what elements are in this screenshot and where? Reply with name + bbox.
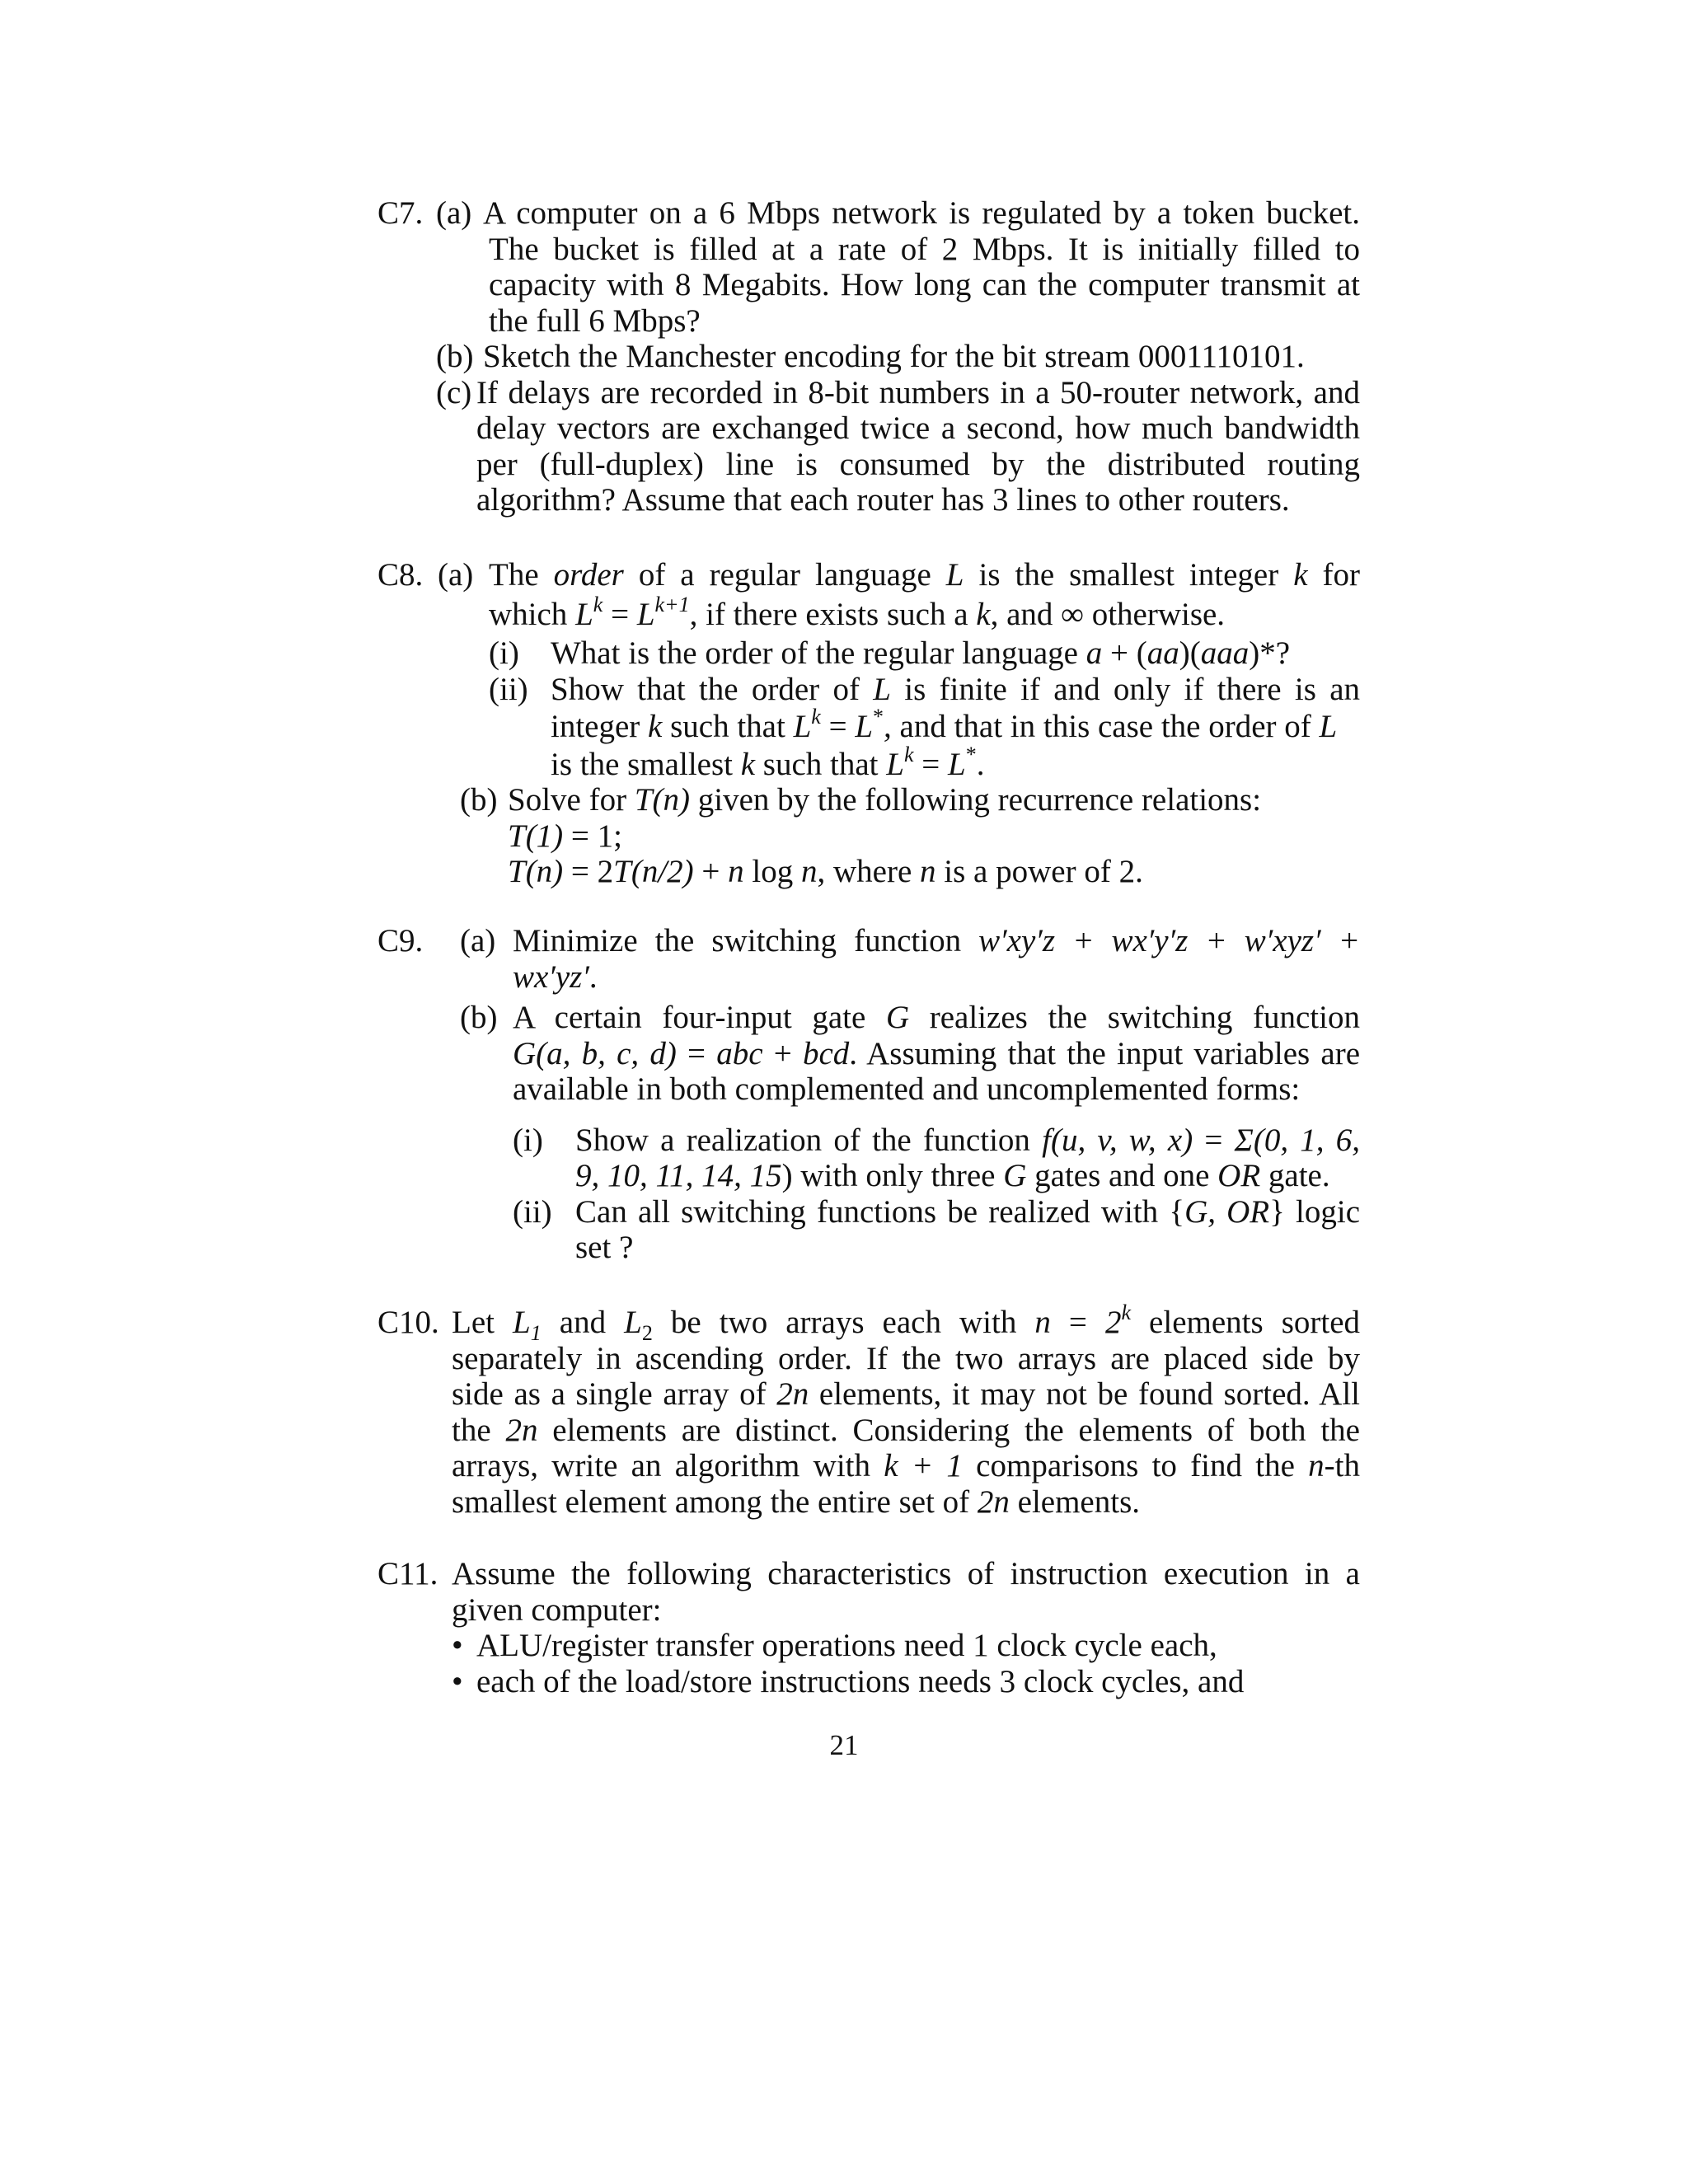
- text-line: available in both complemented and uncomplemented forms:: [513, 1071, 1301, 1107]
- subpart-label: (i): [489, 635, 519, 671]
- question-c8: [377, 557, 1360, 890]
- c7-part-a-line1: [377, 195, 1360, 232]
- text-line: What is the order of the regular language a + (aa)(aaa)*?: [551, 635, 1291, 671]
- question-c10: [377, 1301, 1361, 1520]
- bullet-item: • each of the load/store instructions needs 3 clock cycles, and: [452, 1663, 1245, 1699]
- subpart-label: (ii): [489, 671, 528, 707]
- text-line: 9, 10, 11, 14, 15) with only three G gates and one OR gate.: [575, 1158, 1330, 1193]
- c8-part-b: [377, 782, 1360, 890]
- c8-part-a-i: [377, 635, 1360, 672]
- text-line: T(1) = 1;: [508, 818, 623, 854]
- text-line: The bucket is filled at a rate of 2 Mbps. It is initially filled to: [489, 231, 1360, 267]
- bullet-item: • ALU/register transfer operations need 1 clock cycle each,: [452, 1628, 1217, 1663]
- text-line: algorithm? Assume that each router has 3 lines to other routers.: [476, 482, 1290, 518]
- text-line: A computer on a 6 Mbps network is regulated by a token bucket.: [483, 195, 1360, 231]
- question-c9: [377, 923, 1360, 1266]
- text-line: delay vectors are exchanged twice a second, how much bandwidth: [476, 410, 1360, 446]
- question-number: C10.: [377, 1305, 439, 1340]
- subpart-label: (ii): [513, 1193, 552, 1230]
- text-line: The order of a regular language L is the smallest integer k for: [489, 557, 1360, 593]
- text-line: per (full-duplex) line is consumed by the distributed routing: [476, 446, 1360, 482]
- text-line: given computer:: [452, 1591, 662, 1628]
- part-label: (a): [438, 557, 474, 593]
- text-line: Minimize the switching function w′xy′z + wx′y′z + w′xyz′ +: [513, 923, 1360, 958]
- c9-part-a: [377, 923, 1360, 995]
- text-line: which $L^k = L^{k+1}$, if there exists such a k, and ∞ otherwise.: [489, 592, 1226, 632]
- text-line: Sketch the Manchester encoding for the bit stream 0001110101.: [483, 339, 1305, 374]
- question-number: C9.: [377, 923, 424, 958]
- text-line: G(a, b, c, d) = abc + bcd. Assuming that the input variables are: [513, 1035, 1361, 1071]
- c10-body: [377, 1301, 1361, 1520]
- part-label: (b): [460, 1000, 498, 1035]
- question-number: C8.: [377, 557, 424, 593]
- c9-part-b-i: [377, 1122, 1360, 1194]
- part-label: (c): [436, 374, 472, 410]
- text-line: Let $L_1$ and $L_2$ be two arrays each with $n = 2^k$ elements sorted: [452, 1301, 1361, 1345]
- c9-part-b: [377, 1000, 1360, 1108]
- c8-part-a-line2: [377, 592, 1360, 633]
- c7-part-c-body: [377, 410, 1360, 518]
- part-label: (a): [436, 195, 472, 231]
- part-label: (a): [460, 923, 496, 958]
- text-line: capacity with 8 Megabits. How long can the computer transmit at: [489, 267, 1360, 302]
- text-line: Show a realization of the function f(u, v, w, x) = Σ(0, 1, 6,: [575, 1122, 1360, 1158]
- part-label: (b): [460, 782, 498, 818]
- text-line: side as a single array of 2n elements, it may not be found sorted. All: [452, 1376, 1360, 1412]
- text-line: smallest element among the entire set of 2n elements.: [452, 1483, 1141, 1520]
- c7-part-a-body: [377, 232, 1360, 340]
- text-line: T(n) = 2T(n/2) + n log n, where n is a power of 2.: [508, 854, 1143, 889]
- c11-body: [377, 1556, 1360, 1699]
- c8-part-a-line1: [377, 557, 1360, 593]
- question-c7: [377, 195, 1360, 518]
- text-line: wx′yz′.: [513, 958, 598, 995]
- text-line: Solve for T(n) given by the following recurrence relations:: [508, 782, 1262, 818]
- question-number: C7.: [377, 195, 424, 231]
- text-line: is the smallest k such that $L^k = L^*$.: [551, 742, 985, 782]
- question-number: C11.: [377, 1556, 438, 1591]
- text-line: If delays are recorded in 8-bit numbers in a 50-router network, and: [476, 374, 1360, 410]
- bullet-icon: •: [452, 1663, 463, 1699]
- text-line: separately in ascending order. If the two arrays are placed side by: [452, 1340, 1360, 1376]
- question-c11: [377, 1556, 1360, 1699]
- bullet-icon: •: [452, 1628, 463, 1663]
- page-number: 21: [829, 1729, 859, 1761]
- text-line: Assume the following characteristics of instruction execution in a: [452, 1556, 1360, 1591]
- text-line: integer k such that $L^k = L^*$, and that in this case the order of L: [551, 705, 1338, 744]
- text-line: Can all switching functions be realized with {G, OR} logic: [575, 1193, 1361, 1230]
- text-line: Show that the order of L is finite if and only if there is an: [551, 671, 1360, 707]
- c7-part-c: [377, 375, 1360, 518]
- c9-part-b-ii: [377, 1194, 1360, 1266]
- subpart-label: (i): [513, 1122, 543, 1158]
- c7-part-b: [377, 339, 1360, 375]
- text-line: arrays, write an algorithm with k + 1 comparisons to find the n-th: [452, 1448, 1360, 1483]
- text-line: set ?: [575, 1230, 634, 1265]
- text-line: the full 6 Mbps?: [489, 302, 701, 339]
- text-line: A certain four-input gate G realizes the switching function: [513, 1000, 1360, 1035]
- text-line: the 2n elements are distinct. Considering the elements of both the: [452, 1412, 1360, 1448]
- part-label: (b): [436, 339, 474, 374]
- c8-part-a-ii: [377, 672, 1360, 783]
